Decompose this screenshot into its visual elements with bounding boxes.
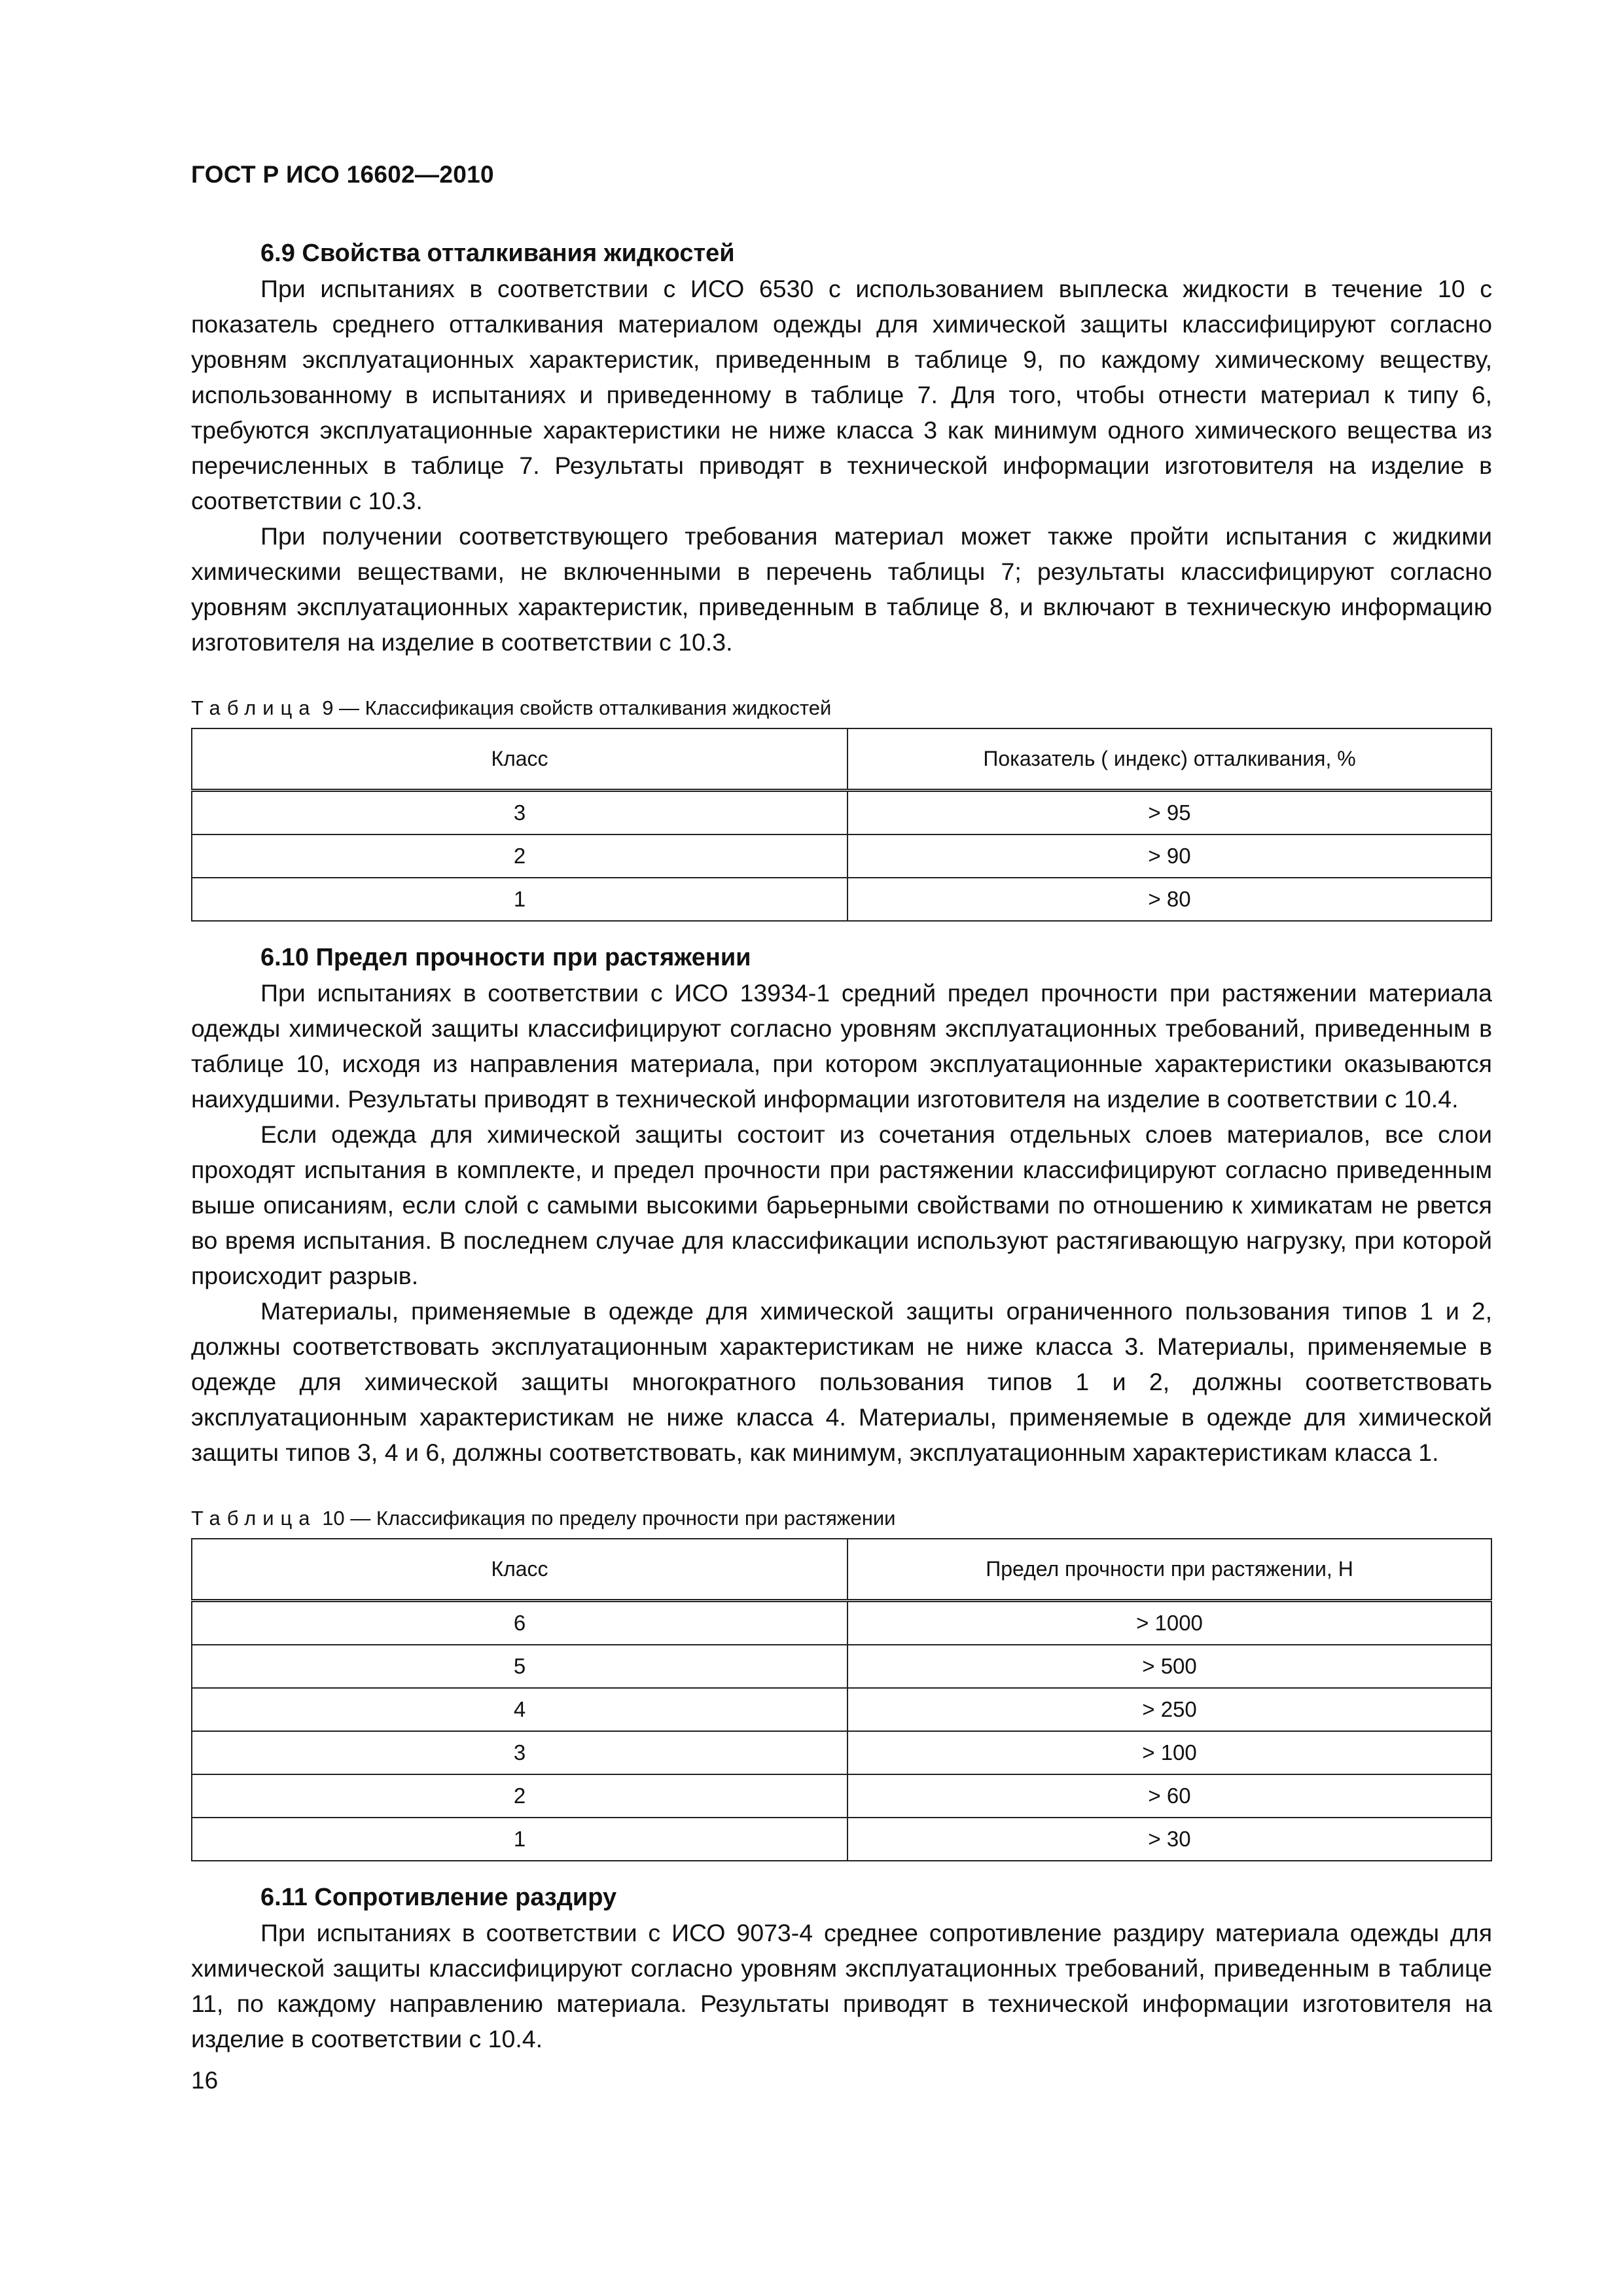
document-body	[191, 236, 1492, 2056]
document-header: ГОСТ Р ИСО 16602—2010	[191, 161, 494, 188]
paragraph: При испытаниях в соответствии с ИСО 9073-4 среднее сопротивление раздиру материала одежды для химической защиты классифицируют согласно уровням эксплуатационных требований, приведенным в таблице 11, по каждому направлению материала. Результаты приводят в технической информации изготовителя на изделие в соответствии с 10.4.	[191, 1919, 1492, 2053]
section-6-11	[191, 1880, 1492, 2056]
cell-class: 3	[192, 791, 847, 835]
section-title: 6.11 Сопротивление раздиру	[260, 1884, 617, 1911]
column-header-class: Класс	[192, 1539, 847, 1601]
cell-value: > 500	[847, 1645, 1491, 1688]
section-6-10	[191, 940, 1492, 1470]
table-row	[192, 1731, 1491, 1774]
table-9-caption	[191, 694, 1492, 723]
table-row	[192, 1601, 1491, 1645]
table-caption-word: Таблица	[191, 696, 317, 719]
table-9	[191, 728, 1492, 922]
table-row	[192, 1645, 1491, 1688]
table-header-row	[192, 1539, 1491, 1601]
column-header-value: Предел прочности при растяжении, Н	[847, 1539, 1491, 1601]
cell-class: 5	[192, 1645, 847, 1688]
cell-class: 1	[192, 878, 847, 921]
table-row	[192, 878, 1491, 921]
table-row	[192, 834, 1491, 878]
cell-class: 2	[192, 1774, 847, 1818]
cell-value: > 90	[847, 834, 1491, 878]
column-header-class: Класс	[192, 728, 847, 791]
paragraph: При испытаниях в соответствии с ИСО 13934-1 средний предел прочности при растяжении материала одежды химической защиты классифицируют согласно уровням эксплуатационных требований, приведенным в таблице 10, исходя из направления материала, при котором эксплуатационные характеристики оказываются наихудшими. Результаты приводят в технической информации изготовителя на изделие в соответствии с 10.4.	[191, 979, 1492, 1113]
table-row	[192, 1818, 1491, 1861]
paragraph: При испытаниях в соответствии с ИСО 6530 с использованием выплеска жидкости в течение 10 с показатель среднего отталкивания материалом одежды для химической защиты классифицируют согласно уровням эксплуатационных характеристик, приведенным в таблице 9, по каждому химическому веществу, использованному в испытаниях и приведенному в таблице 7. Для того, чтобы отнести материал к типу 6, требуются эксплуатационные характеристики не ниже класса 3 как минимум одного химического вещества из перечисленных в таблице 7. Результаты приводят в технической информации изготовителя на изделие в соответствии с 10.3.	[191, 275, 1492, 514]
table-caption-text: 9 — Классификация свойств отталкивания жидкостей	[322, 696, 832, 719]
section-title: 6.9 Свойства отталкивания жидкостей	[260, 240, 735, 267]
table-row	[192, 1774, 1491, 1818]
paragraph: Материалы, применяемые в одежде для химической защиты ограниченного пользования типов 1 и 2, должны соответствовать эксплуатационным характеристикам не ниже класса 3. Материалы, применяемые в одежде для химической защиты многократного пользования типов 1 и 2, должны соответствовать эксплуатационным характеристикам не ниже класса 4. Материалы, применяемые в одежде для химической защиты типов 3, 4 и 6, должны соответствовать, как минимум, эксплуатационным характеристикам класса 1.	[191, 1297, 1492, 1466]
section-title: 6.10 Предел прочности при растяжении	[260, 944, 751, 971]
cell-class: 2	[192, 834, 847, 878]
page-number: 16	[191, 2067, 219, 2094]
table-caption-text: 10 — Классификация по пределу прочности при растяжении	[322, 1507, 896, 1530]
paragraph: При получении соответствующего требования материал может также пройти испытания с жидкими химическими веществами, не включенными в перечень таблицы 7; результаты классифицируют согласно уровням эксплуатационных характеристик, приведенным в таблице 8, и включают в техническую информацию изготовителя на изделие в соответствии с 10.3.	[191, 522, 1492, 656]
cell-value: > 95	[847, 791, 1491, 835]
section-6-9	[191, 236, 1492, 660]
cell-value: > 100	[847, 1731, 1491, 1774]
cell-value: > 30	[847, 1818, 1491, 1861]
column-header-value: Показатель ( индекс) отталкивания, %	[847, 728, 1491, 791]
paragraph: Если одежда для химической защиты состоит из сочетания отдельных слоев материалов, все слои проходят испытания в комплекте, и предел прочности при растяжении классифицируют согласно приведенным выше описаниям, если слой с самыми высокими барьерными свойствами по отношению к химикатам не рвется во время испытания. В последнем случае для классификации используют растягивающую нагрузку, при которой происходит разрыв.	[191, 1121, 1492, 1289]
table-header-row	[192, 728, 1491, 791]
cell-class: 3	[192, 1731, 847, 1774]
table-row	[192, 1688, 1491, 1731]
cell-class: 6	[192, 1601, 847, 1645]
table-10	[191, 1538, 1492, 1861]
cell-value: > 1000	[847, 1601, 1491, 1645]
table-10-caption	[191, 1504, 1492, 1533]
cell-value: > 250	[847, 1688, 1491, 1731]
cell-value: > 60	[847, 1774, 1491, 1818]
table-row	[192, 791, 1491, 835]
cell-value: > 80	[847, 878, 1491, 921]
cell-class: 4	[192, 1688, 847, 1731]
cell-class: 1	[192, 1818, 847, 1861]
table-caption-word: Таблица	[191, 1507, 317, 1530]
